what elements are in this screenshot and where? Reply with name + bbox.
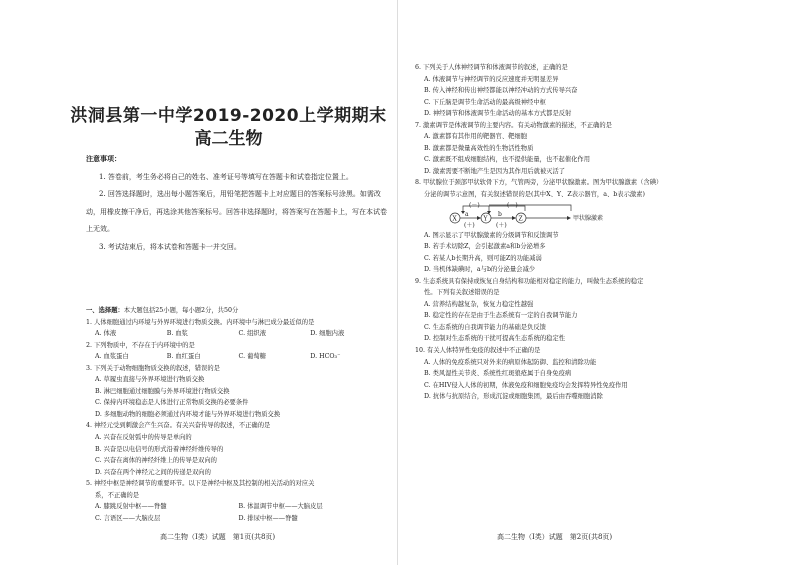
option: A. 血浆蛋白 — [95, 353, 129, 361]
footer-page-1: 高二生物（Ⅰ类）试题 第1页(共8页) — [160, 533, 276, 541]
question — [86, 478, 382, 524]
option: C. 激素既不组成细胞结构，也不提供能量，也不起催化作用 — [424, 156, 591, 164]
question — [86, 317, 382, 340]
question-stem: 9. 生态系统具有保持或恢复自身结构和功能相对稳定的能力，叫做生态系统的稳定 — [415, 277, 644, 285]
hormone-a: a — [465, 210, 469, 218]
option: B. 淋巴细胞通过细胞膜与外界环境进行物质交换 — [95, 387, 230, 395]
option: C. 兴奋在离体的神经纤维上的传导是双向的 — [95, 457, 217, 465]
option: B. 血浆 — [166, 330, 188, 338]
section-heading-desc: 本大题包括25小题，每小题2分，共50分 — [123, 307, 239, 314]
plus-sign: (＋) — [496, 221, 507, 229]
diagram-svg — [415, 202, 655, 230]
question-stem: 3. 下列关于动物细胞物质交换的叙述，错误的是 — [86, 364, 220, 372]
question-stem: 10. 有关人体特异性免疫的叙述中不正确的是 — [415, 347, 541, 355]
exam-subject: 高二生物 — [194, 129, 263, 149]
question — [415, 62, 780, 120]
node-x-label: X — [452, 215, 457, 223]
option: A. 体液 — [95, 330, 117, 338]
option: D. 多细胞动物的细胞必须通过内环境才能与外界环境进行物质交换 — [95, 410, 281, 418]
option-row — [86, 351, 382, 363]
option: C. 生态系统的自我调节能力的基础是负反馈 — [424, 323, 546, 331]
option: B. 兴奋是以电信号的形式沿着神经纤维传导的 — [95, 445, 224, 453]
option: A. 体液调节与神经调节的反应速度并无明显差异 — [424, 75, 559, 83]
option: D. 排尿中枢——脊髓 — [238, 514, 298, 522]
question-stem: 系，不正确的是 — [95, 491, 140, 499]
node-y-label: Y — [483, 215, 488, 223]
question — [86, 340, 382, 363]
section-heading — [86, 305, 382, 317]
option: D. HCO₃⁻ — [310, 353, 341, 361]
question-stem: 6. 下列关于人体神经调节和体液调节的叙述，正确的是 — [415, 64, 568, 71]
option: B. 若手术切除Z，会引起激素a和b分泌增多 — [424, 243, 546, 251]
question-stem: 8. 甲状腺位于颈部甲状软骨下方，气管两旁，分泌甲状腺激素。图为甲状腺激素（含碘） — [415, 179, 663, 187]
question-stem: 性。下列有关叙述错误的是 — [424, 289, 500, 297]
option: C. 言语区——大脑皮层 — [95, 514, 161, 522]
right-questions — [415, 62, 780, 403]
option: A. 营养结构越复杂，恢复力稳定性越强 — [424, 300, 534, 308]
footer-page-2: 高二生物（Ⅰ类）试题 第2页(共8页) — [497, 533, 613, 541]
option: C. 葡萄糖 — [238, 353, 266, 361]
option: A. 激素都有其作用的靶器官、靶细胞 — [424, 133, 528, 141]
option-row — [86, 328, 382, 340]
option: C. 保持内环境稳态是人体进行正常物质交换的必要条件 — [95, 399, 249, 407]
option: C. 在HIV侵入人体的初期，体液免疫和细胞免疫均会发挥特异性免疫作用 — [424, 381, 628, 389]
option: D. 抗体与抗原结合，形成沉淀或细胞集团，最后由吞噬细胞消除 — [424, 393, 603, 401]
option: C. 组织液 — [238, 330, 266, 338]
option: C. 下丘脑是调节生命活动的最高级神经中枢 — [424, 98, 546, 106]
option: A. 兴奋在反射弧中的传导是单向的 — [95, 434, 192, 442]
option-row — [86, 513, 382, 525]
option: D. 神经调节和体液调节生命活动的基本方式都是反射 — [424, 110, 572, 118]
option: D. 细胞内液 — [310, 330, 345, 338]
option: A. 图示显示了甲状腺激素的分级调节和反馈调节 — [424, 231, 559, 239]
notice-item: 1. 答卷前，考生务必将自己的姓名、准考证号等填写在答题卡和试卷指定位置上。 — [99, 172, 353, 181]
question-stem: 7. 激素调节是体液调节的主要内容。有关动物激素的描述，不正确的是 — [415, 121, 612, 129]
question-stem: 分泌的调节示意图，有关叙述错误的是(其中X、Y、Z表示器官，a、b表示激素) — [424, 191, 645, 199]
question — [415, 276, 780, 345]
minus-sign: (－) — [469, 201, 480, 209]
minus-sign: (－) — [507, 201, 518, 209]
section-heading-label: 一、选择题： — [86, 307, 124, 314]
hormone-b: b — [498, 210, 502, 218]
notice-item: 2. 回答选择题时，选出每小题答案后，用铅笔把答题卡上对应题目的答案标号涂黑。如需改动，用橡皮擦干净后，再选涂其他答案标号。回答非选择题时，将答案写在答题卡上，写在本试卷上无效。 — [86, 190, 387, 233]
option: D. 当机体缺碘时，a与b的分泌量会减少 — [424, 266, 536, 274]
thyroid-regulation-diagram — [415, 202, 780, 229]
option: B. 稳定性的存在是由于生态系统有一定的自我调节能力 — [424, 312, 578, 320]
left-questions — [86, 305, 382, 524]
question — [415, 345, 780, 403]
option: A. 草履虫直接与外界环境进行物质交换 — [95, 376, 205, 384]
option: B. 类风湿性关节炎、系统性红斑狼疮属于自身免疫病 — [424, 370, 572, 378]
notice-item: 3. 考试结束后，将本试卷和答题卡一并交回。 — [99, 242, 241, 251]
exam-title: 洪洞县第一中学2019-2020上学期期末 — [70, 106, 387, 126]
option: B. 激素都是微量高效性的生物活性物质 — [424, 144, 534, 152]
option: C. 若某人b长期升高，则可能Z的功能减弱 — [424, 254, 542, 262]
plus-sign: (＋) — [464, 221, 475, 229]
option: A. 膝跳反射中枢——脊髓 — [95, 503, 167, 511]
option: B. 血红蛋白 — [166, 353, 201, 361]
question — [86, 363, 382, 421]
option: D. 兴奋在两个神经元之间的传递是双向的 — [95, 468, 211, 476]
option: A. 人体的免疫系统只对外来的病原体起防御、监控和清除功能 — [424, 358, 597, 366]
option: B. 传入神经和传出神经都能以神经冲动的方式传导兴奋 — [424, 87, 578, 95]
question-stem: 1. 人体细胞通过内环境与外界环境进行物质交换。内环境中与淋巴成分最近似的是 — [86, 318, 315, 326]
question-stem: 5. 神经中枢是神经调节的重要环节。以下是神经中枢及其控制的相关活动的对应关 — [86, 480, 315, 488]
question-8 — [415, 177, 780, 275]
option: D. 激素需要不断地产生是因为其作用后就被灭活了 — [424, 167, 566, 175]
notice-heading: 注意事项： — [86, 155, 121, 163]
node-z-label: Z — [518, 215, 523, 223]
page-right — [397, 0, 794, 565]
option-row — [86, 501, 382, 513]
notice-section — [86, 151, 391, 256]
option: B. 体温调节中枢——大脑皮层 — [238, 503, 323, 511]
question — [415, 120, 780, 178]
output-label: 甲状腺激素 — [573, 214, 604, 222]
question-stem: 4. 神经元受到刺激会产生兴奋。有关兴奋传导的叙述，不正确的是 — [86, 422, 271, 430]
question-stem: 2. 下列物质中，不存在于内环境中的是 — [86, 341, 195, 349]
option: D. 控制对生态系统的干扰可提高生态系统的稳定性 — [424, 335, 566, 343]
question — [86, 420, 382, 478]
